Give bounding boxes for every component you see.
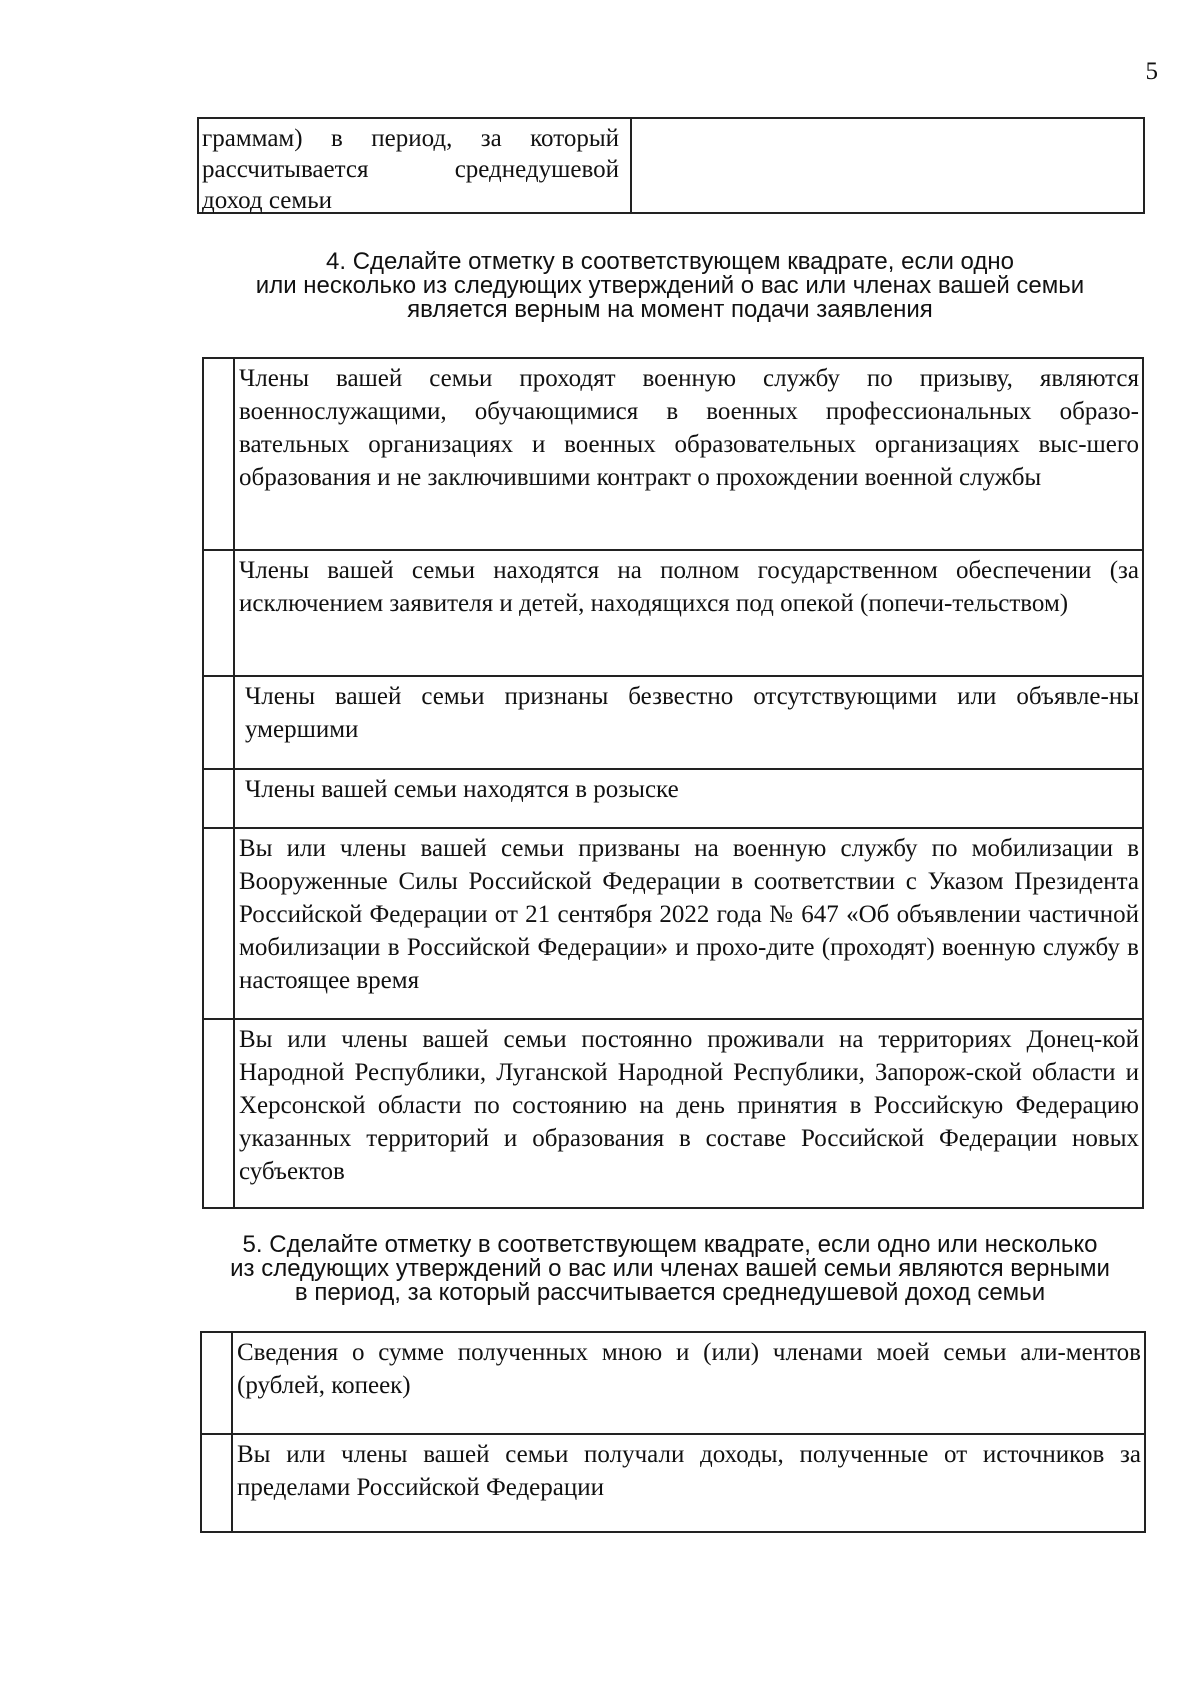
checklist-row-mobilization	[204, 827, 1142, 1018]
checklist-row-missing-deceased	[204, 675, 1142, 768]
checkbox-military-conscript[interactable]	[204, 359, 235, 549]
label-line: рассчитывается среднедушевой	[202, 156, 619, 183]
checklist-row-state-support	[204, 549, 1142, 675]
label-line: граммам) в период, за который	[202, 125, 619, 152]
row-text: Члены вашей семьи признаны безвестно отсутствующими или объявле-ны умершими	[245, 683, 1139, 743]
heading-line: или несколько из следующих утверждений о вас или членах вашей семьи	[255, 272, 1085, 299]
checklist-row-wanted	[204, 768, 1142, 827]
checkbox-foreign-income[interactable]	[202, 1435, 233, 1531]
checkbox-state-support[interactable]	[204, 551, 235, 675]
section-5-heading	[190, 1233, 1150, 1305]
row-text: Вы или члены вашей семьи призваны на военную службу по мобилизации в Вооруженные Силы Российской Федерации в соответствии с Указом Президента Российской Федерации от 21 сентября 2022 года № 647 «Об объявлении частичной мобилизации в Российской Федерации» и прохо-дите (проходят) военную службу в настоящее время	[239, 835, 1139, 994]
row-text: Вы или члены вашей семьи постоянно проживали на территориях Донец-кой Народной Республики, Луганской Народной Республики, Запорож-ской области и Херсонской области по состоянию на день принятия в Российскую Федерацию указанных территорий и образования в составе Российской Федерации новых субъектов	[239, 1026, 1139, 1185]
heading-line: из следующих утверждений о вас или членах вашей семьи являются верными	[230, 1255, 1110, 1282]
page-number: 5	[1145, 58, 1158, 85]
row-text: Члены вашей семьи находятся на полном государственном обеспечении (за исключением заявителя и детей, находящихся под опекой (попечи-тельством)	[239, 557, 1139, 617]
section-5-checklist	[200, 1331, 1146, 1533]
checklist-row-foreign-income	[202, 1433, 1144, 1531]
income-period-table	[197, 117, 1145, 214]
row-text: Сведения о сумме полученных мною и (или) членами моей семьи али-ментов (рублей, копеек)	[237, 1339, 1141, 1399]
row-text: Члены вашей семьи находятся в розыске	[245, 776, 679, 803]
checkbox-new-territories[interactable]	[204, 1020, 235, 1207]
row-text: Члены вашей семьи проходят военную службу по призыву, являются военнослужащими, обучающимися в военных профессиональных образо-вательных организациях и военных образовательных организациях выс-шего образования и не заключившими контракт о прохождении военной службы	[239, 365, 1139, 491]
checklist-row-new-territories	[204, 1018, 1142, 1207]
section-4-heading	[190, 250, 1150, 322]
checkbox-mobilization[interactable]	[204, 829, 235, 1018]
income-period-label-cell	[199, 119, 632, 212]
heading-line: в период, за который рассчитывается среднедушевой доход семьи	[294, 1279, 1046, 1306]
section-4-checklist	[202, 357, 1144, 1209]
checkbox-wanted[interactable]	[204, 770, 235, 827]
checkbox-missing-deceased[interactable]	[204, 677, 235, 768]
heading-line: 4. Сделайте отметку в соответствующем квадрате, если одно	[326, 248, 1014, 275]
checklist-row-alimony	[202, 1333, 1144, 1433]
heading-line: является верным на момент подачи заявления	[407, 296, 933, 323]
label-line: доход семьи	[202, 187, 332, 214]
income-period-value-cell[interactable]	[632, 119, 1143, 212]
row-text: Вы или члены вашей семьи получали доходы, полученные от источников за пределами Российской Федерации	[237, 1441, 1141, 1501]
checklist-row-military-conscript	[204, 359, 1142, 549]
checkbox-alimony[interactable]	[202, 1333, 233, 1433]
heading-line: 5. Сделайте отметку в соответствующем квадрате, если одно или несколько	[242, 1231, 1098, 1258]
